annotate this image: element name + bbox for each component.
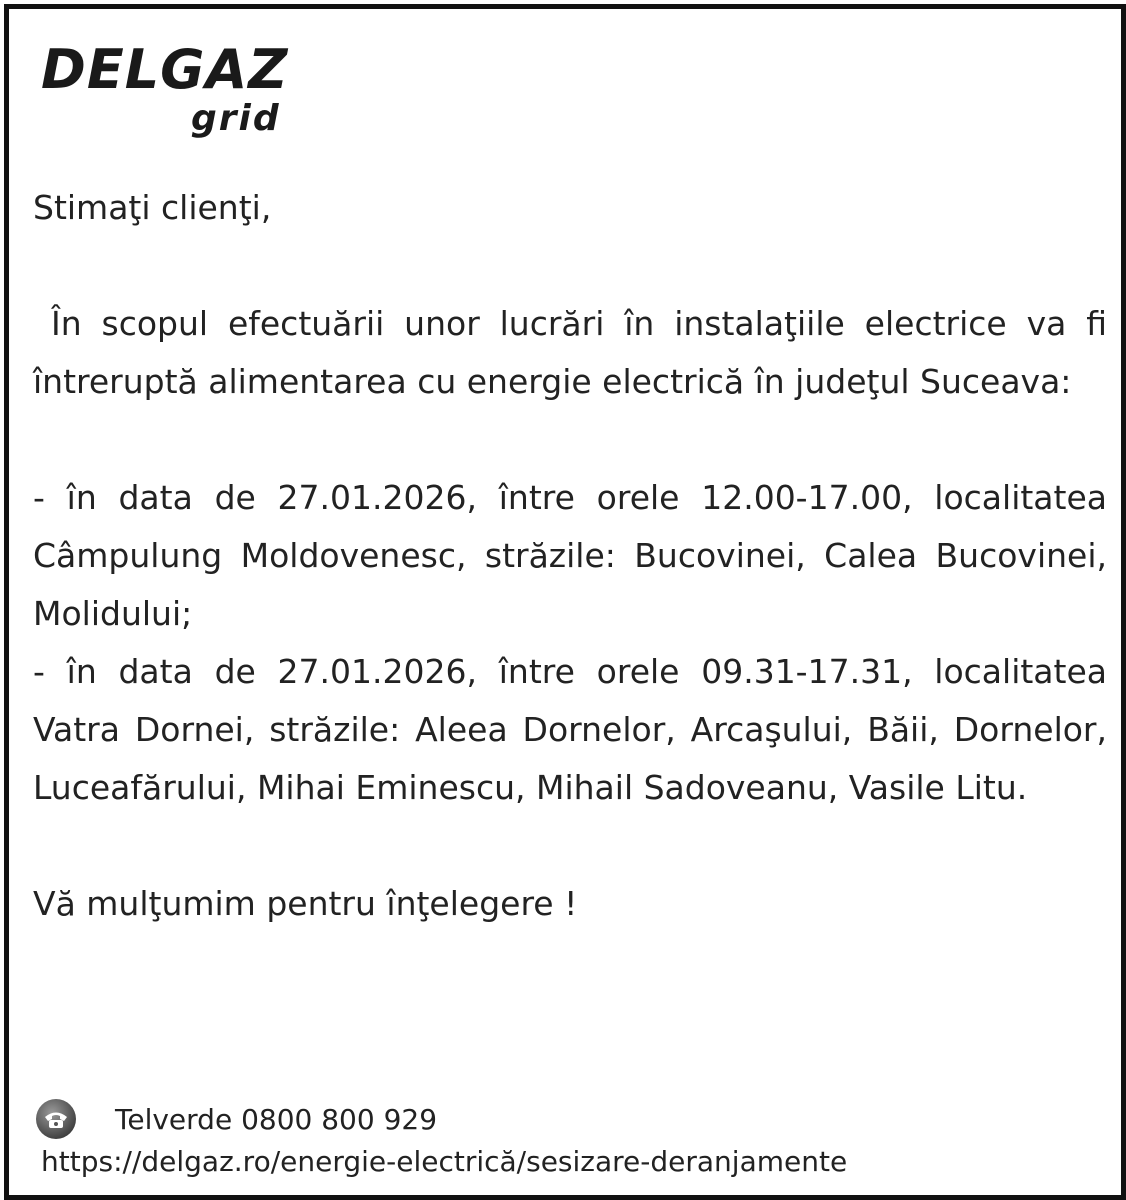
telephone-icon [35,1098,77,1140]
closing-text: Vă mulţumim pentru înţelegere ! [33,884,578,923]
logo-subtitle: grid [191,98,281,139]
outage-item: - în data de 27.01.2026, între orele 12.00-17.00, localitatea Câmpulung Moldovenesc, străzile: Bucovinei, Calea Bucovinei, Molidului; [33,478,1107,633]
logo-wordmark: DELGAZ [41,38,289,101]
notice-frame [4,4,1126,1200]
delgaz-grid-logo [41,39,301,139]
outage-item: - în data de 27.01.2026, între orele 09.31-17.31, localitatea Vatra Dornei, străzile: Aleea Dornelor, Arcaşului, Băii, Dornelor, Luceafărului, Mihai Eminescu, Mihail Sadoveanu, Vasile Litu. [33,652,1107,807]
website-link[interactable]: https://delgaz.ro/energie-electrică/sesizare-deranjamente [41,1145,848,1178]
contact-section [35,1097,1109,1178]
greeting: Stimaţi clienţi, [33,188,272,227]
intro-paragraph: În scopul efectuării unor lucrări în instalaţiile electrice va fi întreruptă alimentarea cu energie electrică în judeţul Suceava: [33,304,1107,401]
phone-number: Telverde 0800 800 929 [115,1102,438,1136]
phone-row [35,1097,1109,1141]
notice-body [33,179,1107,933]
